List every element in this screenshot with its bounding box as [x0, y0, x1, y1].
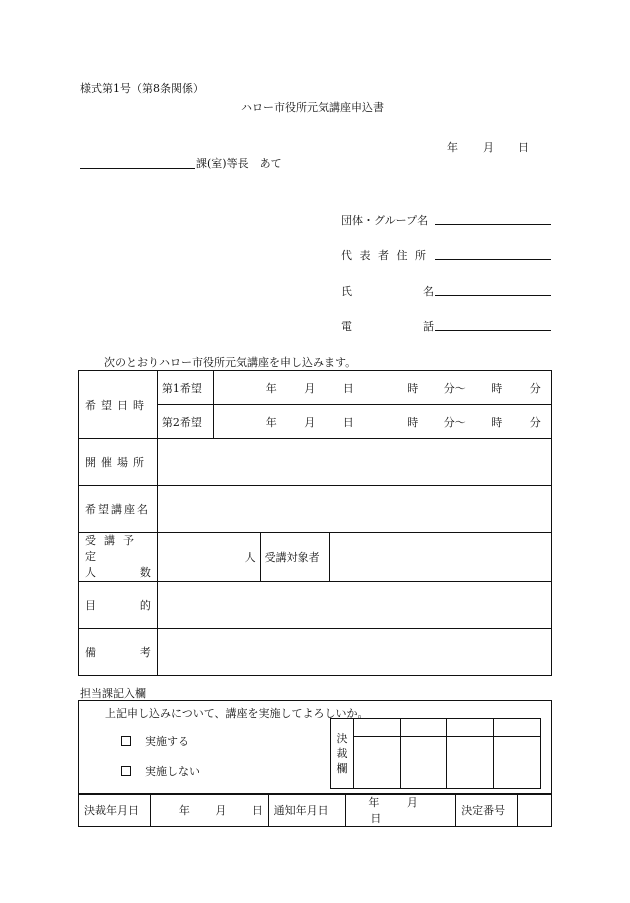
name-label-left: 氏 [341, 285, 352, 298]
checkbox-implement[interactable] [121, 736, 131, 746]
phone-label-right: 話 [423, 320, 434, 333]
target-audience-label: 受講対象者 [260, 533, 330, 582]
first-choice-label: 第1希望 [157, 371, 213, 405]
name-line[interactable] [435, 295, 551, 296]
approval-stamp-cell[interactable] [494, 737, 541, 789]
office-question: 上記申し込みについて、講座を実施してよろしいか。 [105, 707, 369, 720]
attendees-count-field[interactable]: 人 [157, 533, 260, 582]
approval-header-cell[interactable] [494, 719, 541, 737]
approval-stamp-cell[interactable] [447, 737, 494, 789]
target-audience-field[interactable] [330, 533, 552, 582]
decision-number-label: 決定番号 [456, 794, 518, 827]
group-name-label: 団体・グループ名 [341, 214, 429, 227]
option-not-implement[interactable]: 実施しない [121, 763, 200, 779]
notice-date-field[interactable]: 年 月 日 [346, 794, 456, 827]
rep-address-label: 代 表 者 住 所 [341, 249, 428, 262]
remarks-label: 備 考 [79, 629, 158, 676]
decision-number-field[interactable] [518, 794, 552, 827]
approval-header-cell[interactable] [353, 719, 400, 737]
date-year: 年 [447, 141, 458, 154]
addressee-blank-line[interactable] [80, 168, 195, 169]
date-month: 月 [483, 141, 494, 154]
approval-stamp-grid [330, 718, 541, 789]
form-title: ハロー市役所元気講座申込書 [241, 101, 384, 114]
option-implement[interactable]: 実施する [121, 733, 189, 749]
desired-datetime-label: 希望日時 [79, 371, 158, 439]
decision-date-label: 決裁年月日 [79, 794, 151, 827]
venue-field[interactable] [157, 439, 551, 486]
decision-dates-row [78, 793, 552, 827]
purpose-field[interactable] [157, 582, 551, 629]
form-number: 様式第1号（第8条関係） [80, 82, 204, 95]
office-section-title: 担当課記入欄 [80, 687, 146, 700]
purpose-label: 目 的 [79, 582, 158, 629]
checkbox-not-implement[interactable] [121, 766, 131, 776]
course-name-label: 希望講座名 [79, 486, 158, 533]
group-name-line[interactable] [435, 224, 551, 225]
second-choice-label: 第2希望 [157, 405, 213, 439]
course-name-field[interactable] [157, 486, 551, 533]
date-day: 日 [518, 141, 529, 154]
notice-date-label: 通知年月日 [268, 794, 346, 827]
approval-header-cell[interactable] [447, 719, 494, 737]
intro-text: 次のとおりハロー市役所元気講座を申し込みます。 [104, 356, 357, 369]
venue-label: 開催場所 [79, 439, 158, 486]
approval-stamp-cell[interactable] [400, 737, 447, 789]
second-choice-datetime[interactable]: 年 月 日 時 分～ 時 分 [213, 405, 551, 439]
expected-attendees-label: 受講予定 人 数 [79, 533, 158, 582]
first-choice-datetime[interactable]: 年 月 日 時 分～ 時 分 [213, 371, 551, 405]
application-table [78, 370, 552, 676]
phone-line[interactable] [435, 330, 551, 331]
approval-stamp-cell[interactable] [353, 737, 400, 789]
phone-label-left: 電 [341, 320, 352, 333]
office-approval-box [78, 700, 552, 795]
approval-column-label: 決 裁 欄 [331, 719, 354, 789]
remarks-field[interactable] [157, 629, 551, 676]
addressee-suffix: 課(室)等長 あて [196, 157, 282, 170]
approval-header-cell[interactable] [400, 719, 447, 737]
decision-date-field[interactable]: 年 月 日 [150, 794, 268, 827]
name-label-right: 名 [423, 285, 434, 298]
rep-address-line[interactable] [435, 259, 551, 260]
